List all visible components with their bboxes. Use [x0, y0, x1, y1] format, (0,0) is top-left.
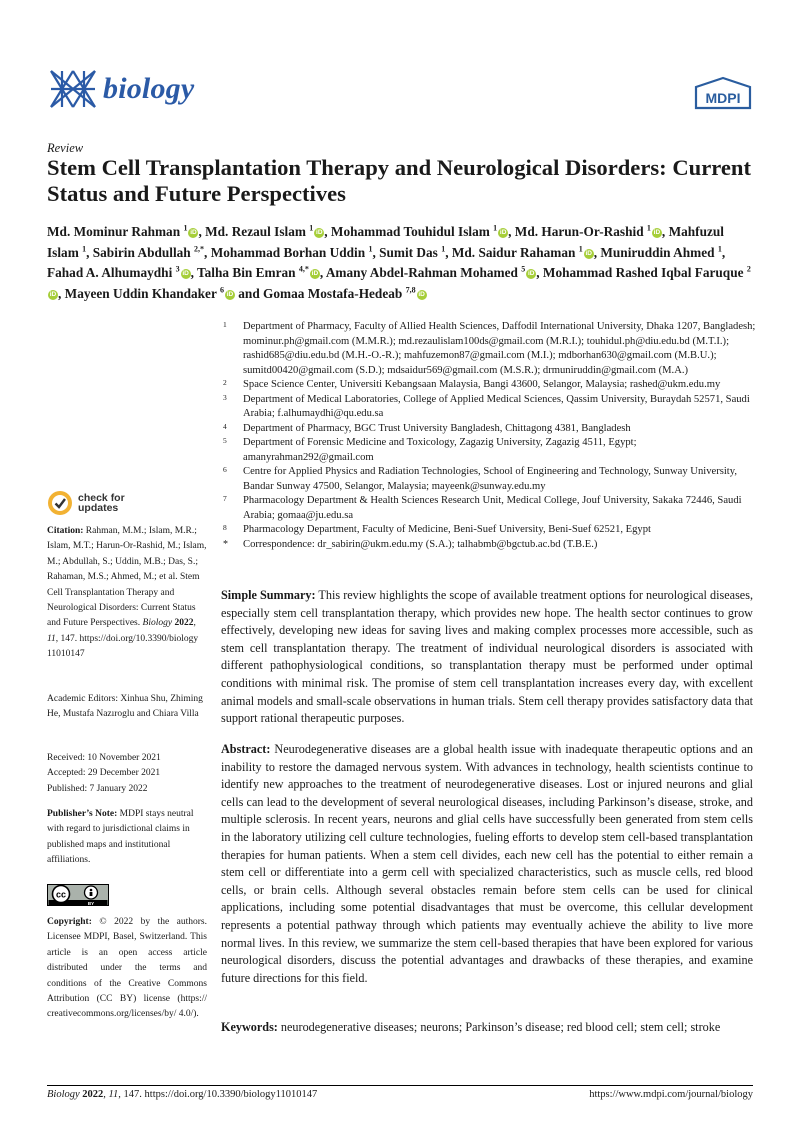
author-name: Mohammad Rashed Iqbal Faruque [542, 265, 744, 281]
author-separator: , [204, 244, 211, 260]
affiliation-mark: 3 [223, 392, 227, 402]
affiliation-text: Space Science Center, Universiti Kebangsaan Malaysia, Bangi 43600, Selangor, Malaysia; rashed@ukm.edu.my [243, 379, 721, 390]
published-date: Published: 7 January 2022 [47, 783, 148, 794]
abstract [221, 741, 753, 987]
affiliation-text: Department of Pharmacy, BGC Trust University Bangladesh, Chittagong 4381, Bangladesh [243, 422, 631, 434]
footer-volume: 11 [108, 1089, 119, 1100]
keywords-text: neurodegenerative diseases; neurons; Parkinson’s disease; red blood cell; stem cell; stroke [280, 1020, 721, 1034]
orcid-icon[interactable]: iD [585, 249, 592, 257]
footer-citation: Biology 2022, 11, 147. https://doi.org/10.3390/biology11010147 [47, 1089, 318, 1100]
orcid-icon[interactable]: iD [418, 290, 425, 298]
accepted-date: Accepted: 29 December 2021 [47, 768, 161, 779]
check-for-updates-badge[interactable] [47, 490, 125, 516]
publisher-name: MDPI [705, 90, 741, 106]
simple-summary [221, 587, 753, 728]
author-affiliation-mark: 1 [82, 244, 87, 254]
author-separator: , [508, 224, 515, 239]
author-separator: , [58, 285, 65, 301]
footer-divider [47, 1085, 753, 1086]
journal-logo [47, 67, 194, 111]
author-affiliation-mark: 6 [219, 285, 224, 295]
author-name: Fahad A. Alhumaydhi [47, 265, 173, 281]
footer-journal: Biology [47, 1089, 80, 1100]
author-separator: , [536, 265, 543, 281]
author-affiliation-mark: 1 [368, 244, 373, 254]
affiliation-mark: 1 [223, 320, 227, 329]
mdpi-logo [693, 76, 753, 110]
journal-name: biology [103, 72, 195, 105]
orcid-icon[interactable]: iD [190, 229, 197, 236]
affiliation-item [221, 320, 761, 378]
copyright-block [47, 915, 207, 1023]
check-updates-line2: updates [78, 502, 119, 514]
author-separator: , [198, 224, 206, 239]
citation-text: Rahman, M.M.; Islam, M.R.; Islam, M.T.; Harun-Or-Rashid, M.; Islam, M.; Abdullah, S.; Uddin, M.B.; Das, S.; Rahaman, M.S.; Ahmed, M.; et al. Stem Cell Transplantation Therapy and Neurological Disorders: Current Status and Future Perspectives. [47, 526, 207, 629]
citation-block: Citation: Rahman, M.M.; Islam, M.R.; Islam, M.T.; Harun-Or-Rashid, M.; Islam, M.; Abdullah, S.; Uddin, M.B.; Das, S.; Rahaman, M.S.; Ahmed, M.; et al. Stem Cell Transplantation Therapy and Neurological Disorders: Current Status and Future Perspectives. Biology 2022, 11, 147. https://doi.org/10.3390/biology 11010147 [47, 526, 207, 660]
orcid-icon[interactable]: iD [311, 270, 319, 278]
author-separator: , [86, 244, 93, 260]
affiliation-text: Centre for Applied Physics and Radiation Technologies, School of Engineering and Technology, Sunway University, Bandar Sunway 47500, Selangor, Malaysia; mayeenk@sunway.edu.my [243, 466, 737, 492]
affiliation-mark: 4 [223, 421, 227, 431]
affiliations [221, 320, 761, 552]
citation-journal: Biology [142, 618, 173, 629]
check-updates-icon [47, 490, 73, 516]
affiliation-item [221, 378, 761, 393]
footer-year: 2022 [82, 1089, 104, 1100]
author-name: Mahfuzul Islam [47, 224, 724, 260]
orcid-icon[interactable]: iD [182, 270, 189, 278]
orcid-icon[interactable]: iD [316, 229, 323, 236]
author-name: Mayeen Uddin Khandaker [64, 285, 217, 301]
orcid-icon[interactable]: iD [499, 229, 507, 236]
author-name: Mohammad Touhidul Islam [330, 224, 490, 239]
author-affiliation-mark: 2 [746, 264, 751, 274]
orcid-icon[interactable]: iD [653, 229, 661, 236]
author-separator: and [234, 285, 264, 301]
svg-text:cc: cc [55, 889, 67, 900]
affiliation-mark: 8 [223, 523, 227, 532]
academic-editors: Academic Editors: Xinhua Shu, Zhiming He, Mustafa Nazıroglu and Chiara Villa [47, 694, 203, 720]
check-updates-line1: check for [78, 492, 125, 504]
author-name: Md. Harun-Or-Rashid [514, 224, 644, 239]
footer-doi[interactable]: , 147. https://doi.org/10.3390/biology11010147 [118, 1089, 318, 1100]
citation-volume: 11 [47, 633, 56, 644]
author-name: Amany Abdel-Rahman Mohamed [325, 265, 518, 281]
author-name: Md. Saidur Rahaman [451, 244, 576, 260]
author-name: Mohammad Borhan Uddin [210, 244, 366, 260]
citation-year: 2022 [174, 618, 194, 629]
affiliation-text: Pharmacology Department & Health Sciences Research Unit, Medical College, Jouf University, Sakaka 72446, Saudi Arabia; gomaa@ju.edu.sa [243, 495, 742, 521]
abstract-text: Neurodegenerative diseases are a global health issue with inadequate therapeutic options and an inability to restore the damaged nervous system. With advances in technology, health scientists continue to identify new approaches to the treatment of neurodegenerative diseases. Lost or injured neurons and glial cells can lead to the development of several neurological diseases, including Parkinson’s disease, stroke, and multiple sclerosis. In recent years, neurons and glial cells have successfully been generated from stem cells in the laboratory utilizing cell culture technologies, fueling efforts to develop stem cell-based transplantation therapies for human patients. When a stem cell divides, each new cell has the potential to either remain a stem cell or differentiate into a germ cell with specialized characteristics, such as muscle cells, red blood cells, or brain cells. Although several obstacles remain before stem cells can be used for clinical applications, including some potential disadvantages that must be overcome, this cellular development represents a potential pathway through which patients may eventually achieve the ability to live more normal lives. In this review, we summarize the stem cell-based therapies that have been explored for various neurological disorders, discuss the potential advantages and drawbacks of these therapies, and examine future directions for this field. [221, 742, 753, 985]
dates-block [47, 751, 207, 797]
author-name: Md. Rezaul Islam [205, 224, 306, 239]
citation-label: Citation: [47, 526, 84, 536]
author-affiliation-mark: 1 [646, 223, 651, 233]
author-affiliation-mark: 1 [578, 244, 583, 254]
affiliation-mark: 7 [223, 494, 227, 503]
affiliation-text: Department of Pharmacy, Faculty of Allied Health Sciences, Daffodil International University, Dhaka 1207, Bangladesh; mominur.ph@gmail.com (M.M.R.); md.rezaulislam100ds@gmail.com (M.R.I.); touhidul.ph@diu.edu.bd (M.T.I.); rashid685@diu.edu.bd (M.H.-O.-R.); mahfuzemon87@gmail.com (M.I.); mdborhan630@gmail.com (M.B.U.); sumitd00420@gmail.com (S.D.); mdsaidur569@gmail.com (M.S.R.); drmuniruddin@gmail.com (M.A.) [243, 321, 756, 376]
affiliation-mark: 5 [223, 436, 227, 445]
keywords [221, 1019, 753, 1037]
author-separator: , [372, 244, 380, 260]
affiliation-item [221, 465, 761, 494]
publisher-note-label: Publisher’s Note: [47, 809, 118, 819]
author-name: Muniruddin Ahmed [600, 244, 715, 260]
author-affiliation-mark: 3 [175, 264, 180, 274]
copyright-label: Copyright: [47, 917, 92, 927]
orcid-icon[interactable]: iD [49, 290, 57, 298]
dna-helix-icon [47, 67, 99, 111]
author-separator: , [319, 265, 326, 281]
author-list [47, 222, 757, 304]
author-separator: , [190, 265, 198, 281]
footer-journal-url[interactable]: https://www.mdpi.com/journal/biology [589, 1089, 753, 1100]
affiliation-text: Pharmacology Department, Faculty of Medicine, Beni-Suef University, Beni-Suef 62521, Egypt [243, 524, 651, 535]
author-affiliation-mark: 1 [309, 223, 314, 233]
received-date: Received: 10 November 2021 [47, 753, 161, 763]
article-title: Stem Cell Transplantation Therapy and Neurological Disorders: Current Status and Future Perspectives [47, 155, 751, 206]
affiliation-text: Correspondence: dr_sabirin@ukm.edu.my (S.A.); talhabmb@bgctub.ac.bd (T.B.E.) [243, 538, 598, 550]
publisher-note [47, 807, 207, 869]
author-name: Sabirin Abdullah [92, 244, 191, 260]
author-affiliation-mark: 1 [183, 223, 188, 233]
author-affiliation-mark: 7,8 [405, 285, 416, 295]
keywords-label: Keywords: [221, 1020, 278, 1034]
affiliation-text: Department of Forensic Medicine and Toxicology, Zagazig University, Zagazig 4511, Egypt; amanyrahman292@gmail.com [243, 437, 637, 463]
cc-by-license-icon[interactable] [47, 884, 109, 906]
publisher-note-text: MDPI stays neutral with regard to jurisdictional claims in published maps and institutional affiliations. [47, 809, 194, 866]
affiliation-item [221, 436, 761, 465]
author-name: Sumit Das [379, 244, 438, 260]
author-separator: , [593, 244, 601, 260]
author-affiliation-mark: 1 [441, 244, 446, 254]
simple-summary-text: This review highlights the scope of available treatment options for neurological diseases, especially stem cell transplantation therapy, which provides new hope. The health sector continues to grow effectively, developing new ideas for saving lives and making complex processes more accessible, such as stem cell transplantation therapy. The treatment of individual neurological disorders is associated with different pathophysiological conditions, so transplantation therapy must be performed under optimal conditions with minimal risk. The promise of stem cell transplantation increases every day, with excellent animal models and small-scale observations in human trials. Stem cell therapy provides satisfactory data that support rational therapeutic purposes. [221, 588, 754, 726]
author-name: Md. Mominur Rahman [47, 224, 181, 239]
simple-summary-label: Simple Summary: [221, 588, 316, 602]
citation-doi[interactable]: , 147. https://doi.org/10.3390/biology 11010147 [47, 633, 199, 660]
author-separator: , [324, 224, 331, 239]
author-name: Gomaa Mostafa-Hedeab [263, 285, 403, 301]
author-affiliation-mark: 4,* [298, 264, 309, 274]
author-separator: , [721, 244, 726, 260]
affiliation-mark: 6 [223, 465, 227, 474]
affiliation-item [221, 523, 761, 538]
orcid-icon[interactable]: iD [226, 290, 234, 298]
affiliation-item [221, 422, 761, 437]
author-affiliation-mark: 2,* [194, 244, 205, 254]
author-affiliation-mark: 1 [717, 244, 722, 254]
affiliation-item [221, 393, 761, 422]
article-type: Review [47, 141, 84, 155]
affiliation-text: Department of Medical Laboratories, College of Applied Medical Sciences, Qassim University, Buraydah 52571, Saudi Arabia; f.alhumaydhi@qu.edu.sa [243, 393, 750, 419]
orcid-icon[interactable]: iD [527, 270, 535, 278]
abstract-label: Abstract: [221, 742, 271, 756]
author-name: Talha Bin Emran [197, 265, 296, 281]
cc-by-label: BY [87, 900, 95, 906]
affiliation-item [221, 538, 761, 553]
author-separator: , [445, 244, 452, 260]
author-affiliation-mark: 1 [493, 223, 498, 233]
author-affiliation-mark: 5 [521, 264, 526, 274]
copyright-text: © 2022 by the authors. Licensee MDPI, Basel, Switzerland. This article is an open access article distributed under the terms and conditions of the Creative Commons Attribution (CC BY) license (https:// creativecommons.org/licenses/by/ 4.0/). [47, 917, 208, 1020]
affiliation-item [221, 494, 761, 523]
author-separator: , [661, 224, 669, 239]
affiliation-mark: * [223, 538, 228, 550]
affiliation-mark: 2 [223, 378, 227, 387]
